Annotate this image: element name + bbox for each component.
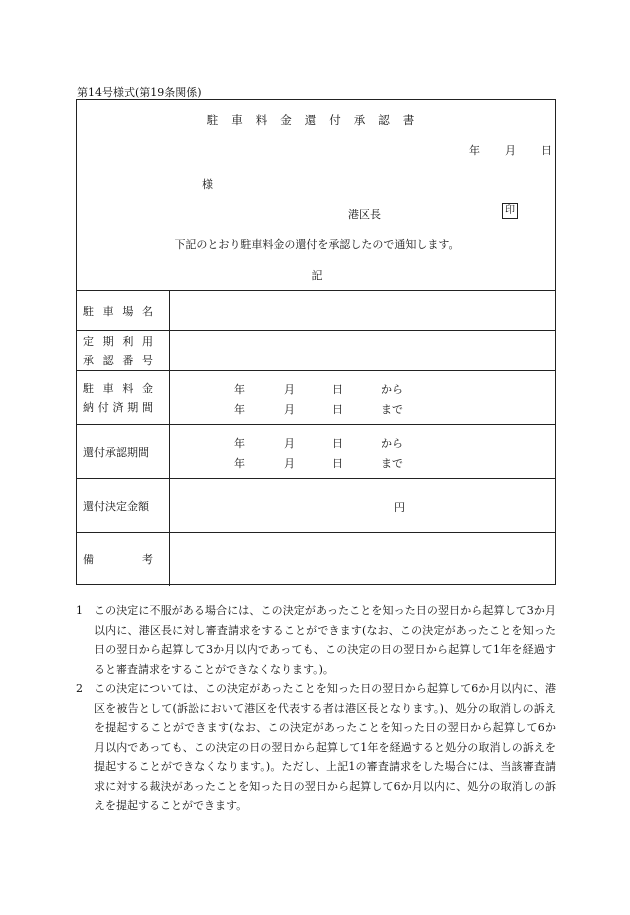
- addressee-suffix: 様: [202, 178, 213, 191]
- from-label: から: [381, 437, 403, 450]
- paid-period-value[interactable]: [170, 371, 556, 425]
- paid-period-line2: 納 付 済 期 間: [83, 400, 153, 414]
- paid-period-line1: 駐 車 料 金: [83, 381, 153, 395]
- refund-period-value[interactable]: [170, 425, 556, 479]
- refund-period-label: 還付承認期間: [77, 425, 170, 479]
- day-label: 日: [332, 383, 343, 396]
- day-label: 日: [332, 457, 343, 470]
- from-label: から: [381, 383, 403, 396]
- month-label: 月: [284, 437, 295, 450]
- year-label: 年: [234, 383, 245, 396]
- year-label: 年: [234, 457, 245, 470]
- notice-text: 下記のとおり駐車料金の還付を承認したので通知します。: [174, 238, 460, 251]
- year-label: 年: [234, 437, 245, 450]
- date-year-label: 年: [469, 144, 480, 157]
- fields-table: [77, 290, 555, 586]
- note-item: [76, 601, 556, 679]
- month-label: 月: [284, 403, 295, 416]
- month-label: 月: [284, 383, 295, 396]
- parking-lot-text: 駐 車 場 名: [83, 304, 153, 318]
- year-label: 年: [234, 403, 245, 416]
- notes-section: [76, 601, 556, 816]
- table-row: [77, 371, 555, 425]
- permit-number-label: [77, 331, 170, 371]
- permit-number-line1: 定 期 利 用: [83, 334, 153, 348]
- document-title: 駐車料金還付承認書: [206, 113, 428, 127]
- parking-lot-label: [77, 291, 170, 331]
- permit-number-line2: 承 認 番 号: [83, 353, 153, 367]
- table-row: [77, 533, 555, 586]
- parking-lot-value[interactable]: [170, 291, 556, 331]
- refund-period-to: [234, 455, 403, 471]
- to-label: まで: [381, 403, 403, 416]
- day-label: 日: [332, 437, 343, 450]
- month-label: 月: [284, 457, 295, 470]
- remarks-value[interactable]: [170, 533, 556, 586]
- table-row: [77, 331, 555, 371]
- note-text: この決定については、この決定があったことを知った日の翌日から起算して6か月以内に、港区を被告として(訴訟において港区を代表する者は港区長となります。)、処分の取消しの訴えを提起することができます(なお、この決定があったことを知った日の翌日から起算して6か月以内であっても、この決定の日の翌日から起算して1年を経過すると処分の取消しの訴えを提起することができなくなります。)。ただし、上記1の審査請求をした場合には、当該審査請求に対する裁決があったことを知った日の翌日から起算して6か月以内に、処分の取消しの訴えを提起することができます。: [94, 682, 556, 812]
- to-label: まで: [381, 457, 403, 470]
- table-row: [77, 291, 555, 331]
- seal-box: 印: [502, 203, 518, 219]
- refund-amount-value[interactable]: [170, 479, 556, 533]
- date-day-label: 日: [541, 144, 552, 157]
- table-row: [77, 425, 555, 479]
- table-row: [77, 479, 555, 533]
- ki-heading: 記: [311, 269, 323, 282]
- form-label: 第14号様式(第19条関係): [77, 86, 202, 99]
- note-number: 1: [76, 604, 83, 617]
- issuer-name: 港区長: [348, 208, 381, 221]
- note-number: 2: [76, 682, 83, 695]
- paid-period-to: [234, 401, 403, 417]
- remarks-label: [77, 533, 170, 586]
- paid-period-label: [77, 371, 170, 425]
- note-text: この決定に不服がある場合には、この決定があったことを知った日の翌日から起算して3か月以内に、港区長に対し審査請求をすることができます(なお、この決定があったことを知った日の翌日から起算して3か月以内であっても、この決定の日の翌日から起算して1年を経過すると審査請求をすることができなくなります。)。: [94, 604, 556, 676]
- refund-amount-label: 還付決定金額: [77, 479, 170, 533]
- day-label: 日: [332, 403, 343, 416]
- note-item: [76, 679, 556, 816]
- approval-form: [76, 99, 556, 585]
- permit-number-value[interactable]: [170, 331, 556, 371]
- refund-period-from: [234, 435, 403, 451]
- yen-unit: 円: [394, 501, 405, 514]
- paid-period-from: [234, 381, 403, 397]
- remarks-text: 備 考: [83, 553, 153, 567]
- date-month-label: 月: [505, 144, 516, 157]
